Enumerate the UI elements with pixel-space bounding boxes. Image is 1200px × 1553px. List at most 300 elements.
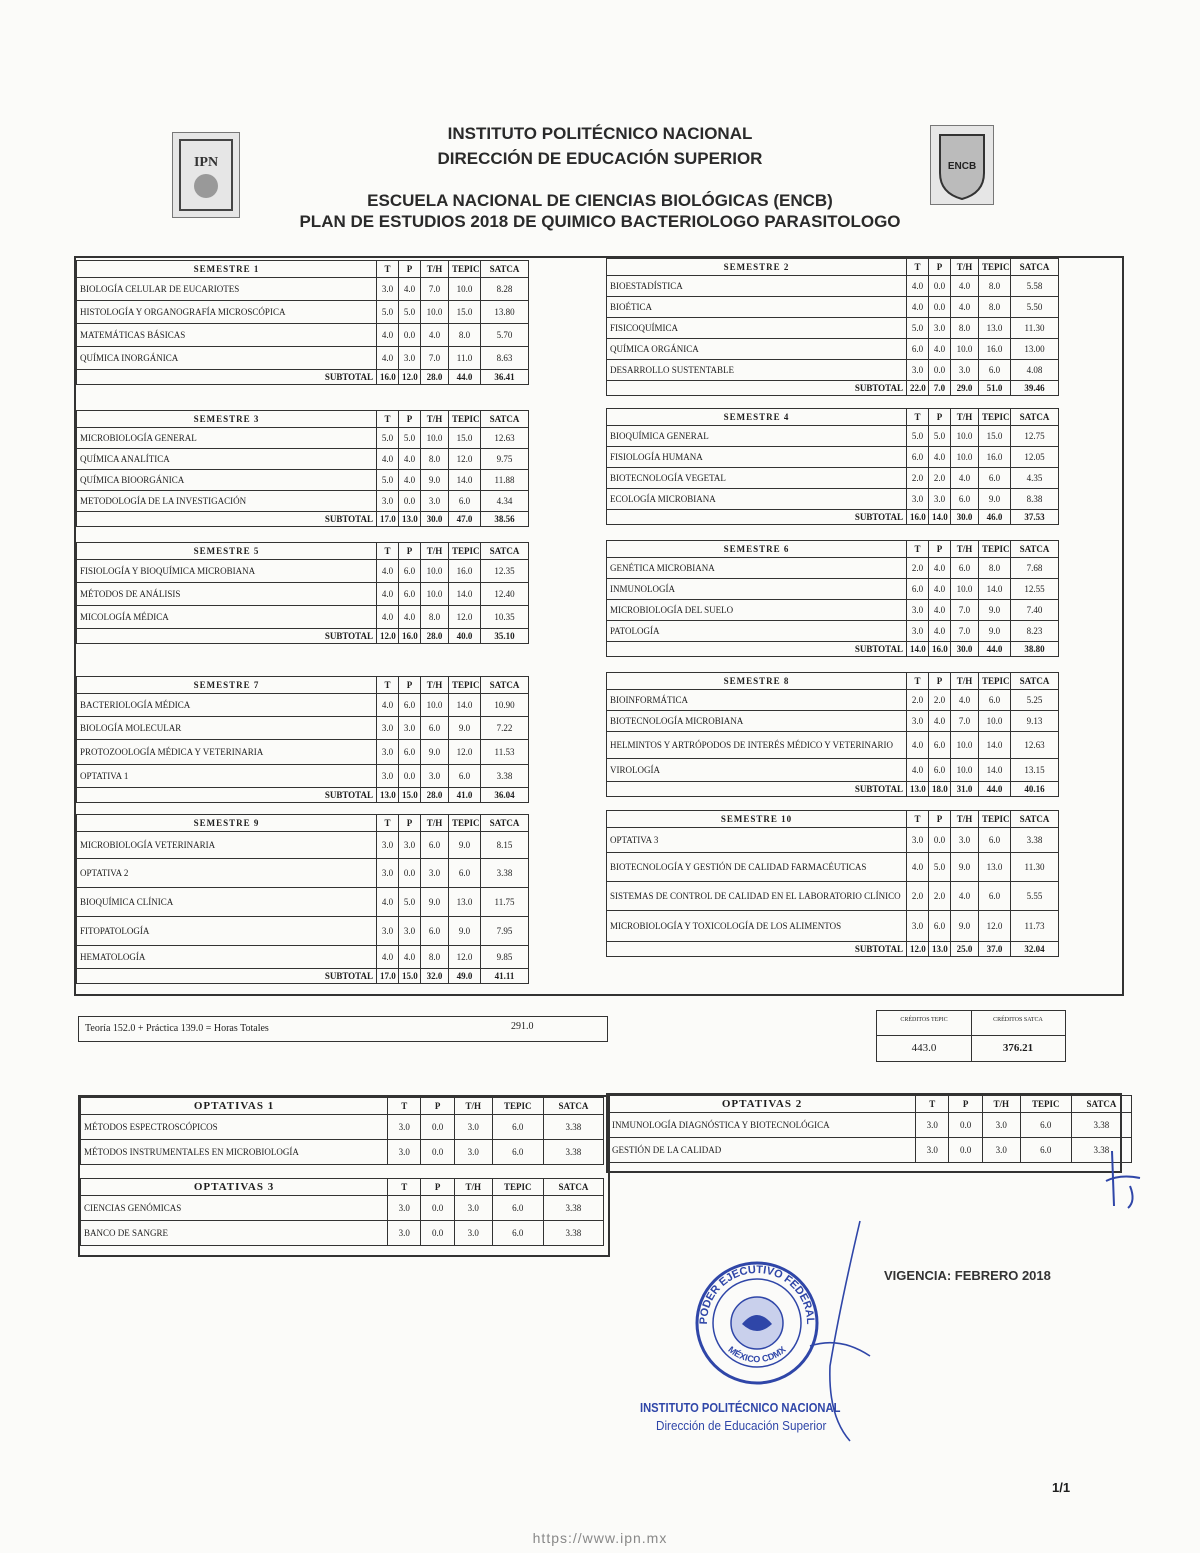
course-satca-value: 11.88 [481,470,529,491]
course-t-value: 4.0 [377,946,399,969]
column-header: P [929,259,951,276]
semester-title: SEMESTRE 7 [77,677,377,694]
course-satca-value: 4.08 [1011,360,1059,381]
column-header: P [421,1098,454,1115]
subtotal-label: SUBTOTAL [607,381,907,396]
course-name: MICOLOGÍA MÉDICA [77,606,377,629]
course-satca-value: 5.55 [1011,882,1059,911]
column-header: SATCA [481,815,529,832]
subtotal-value: 36.04 [481,788,529,803]
course-p-value: 4.0 [929,558,951,579]
course-row [607,360,1059,381]
column-header: T/H [454,1098,492,1115]
column-header: T/H [951,259,979,276]
subtotal-value: 30.0 [951,510,979,525]
course-t-value: 4.0 [907,732,929,759]
course-tepic-value: 6.0 [979,882,1011,911]
course-name: HELMINTOS Y ARTRÓPODOS DE INTERÉS MÉDICO Y VETERINARIO [607,732,907,759]
course-row [77,449,529,470]
course-p-value: 4.0 [399,278,421,301]
course-row [77,428,529,449]
course-tepic-value: 14.0 [449,470,481,491]
course-t-value: 4.0 [377,606,399,629]
course-row [77,765,529,788]
course-satca-value: 12.63 [481,428,529,449]
column-header: P [421,1179,454,1196]
semester-table [606,672,1059,797]
semester-title: SEMESTRE 9 [77,815,377,832]
course-tepic-value: 9.0 [979,621,1011,642]
column-header: TEPIC [449,677,481,694]
course-satca-value: 11.53 [481,740,529,765]
subtotal-value: 16.0 [399,629,421,644]
course-row [607,911,1059,942]
subtotal-value: 17.0 [377,969,399,984]
subtotal-value: 29.0 [951,381,979,396]
course-t-value: 4.0 [377,560,399,583]
course-row [77,946,529,969]
course-th-value: 4.0 [951,690,979,711]
course-row [607,489,1059,510]
course-satca-value: 3.38 [1071,1138,1131,1163]
course-satca-value: 5.58 [1011,276,1059,297]
course-p-value: 0.0 [949,1113,982,1138]
course-p-value: 4.0 [399,449,421,470]
course-p-value: 5.0 [399,888,421,917]
subtotal-row [77,788,529,803]
course-tepic-value: 12.0 [449,449,481,470]
course-name: BIOTECNOLOGÍA MICROBIANA [607,711,907,732]
subtotal-value: 40.16 [1011,782,1059,797]
subtotal-label: SUBTOTAL [607,642,907,657]
course-tepic-value: 12.0 [449,606,481,629]
column-header: TEPIC [979,409,1011,426]
subtotal-value: 16.0 [929,642,951,657]
semester-title: SEMESTRE 2 [607,259,907,276]
course-th-value: 3.0 [421,765,449,788]
course-p-value: 3.0 [399,717,421,740]
course-th-value: 8.0 [421,449,449,470]
column-header: SATCA [481,411,529,428]
hours-total-box [78,1016,608,1042]
subtotal-value: 12.0 [399,370,421,385]
course-tepic-value: 12.0 [449,946,481,969]
course-p-value: 0.0 [949,1138,982,1163]
course-satca-value: 8.38 [1011,489,1059,510]
subtotal-value: 13.0 [399,512,421,527]
semester-table [76,260,529,385]
course-p-value: 4.0 [399,946,421,969]
course-tepic-value: 12.0 [979,911,1011,942]
course-row [77,888,529,917]
course-satca-value: 3.38 [543,1196,603,1221]
column-header: SATCA [1011,259,1059,276]
course-p-value: 4.0 [929,621,951,642]
subtotal-value: 32.0 [421,969,449,984]
subtotal-value: 28.0 [421,629,449,644]
course-row [607,579,1059,600]
course-satca-value: 10.90 [481,694,529,717]
course-th-value: 3.0 [454,1140,492,1165]
course-name: HISTOLOGÍA Y ORGANOGRAFÍA MICROSCÓPICA [77,301,377,324]
column-header: T [916,1096,949,1113]
subtotal-value: 39.46 [1011,381,1059,396]
course-name: PROTOZOOLOGÍA MÉDICA Y VETERINARIA [77,740,377,765]
course-row [607,690,1059,711]
course-th-value: 4.0 [951,882,979,911]
course-p-value: 0.0 [421,1221,454,1246]
course-name: HEMATOLOGÍA [77,946,377,969]
course-name: BACTERIOLOGÍA MÉDICA [77,694,377,717]
course-row [81,1221,604,1246]
course-row [81,1140,604,1165]
satca-credits-value: 376.21 [1002,1042,1034,1054]
course-satca-value: 3.38 [543,1115,603,1140]
course-th-value: 9.0 [421,470,449,491]
course-t-value: 4.0 [377,324,399,347]
course-row [77,917,529,946]
course-th-value: 6.0 [421,832,449,859]
course-p-value: 6.0 [399,694,421,717]
course-row [77,347,529,370]
column-header: SATCA [481,261,529,278]
plan-title: PLAN DE ESTUDIOS 2018 DE QUIMICO BACTERIOLOGO PARASITOLOGO [299,212,901,231]
course-t-value: 3.0 [377,859,399,888]
course-th-value: 7.0 [951,711,979,732]
course-tepic-value: 9.0 [449,917,481,946]
course-row [607,276,1059,297]
column-header: P [949,1096,982,1113]
course-t-value: 5.0 [377,428,399,449]
column-header: SATCA [1011,409,1059,426]
course-name: SISTEMAS DE CONTROL DE CALIDAD EN EL LABORATORIO CLÍNICO [607,882,907,911]
course-row [81,1115,604,1140]
semester-table [76,676,529,803]
course-satca-value: 7.95 [481,917,529,946]
course-t-value: 6.0 [907,339,929,360]
course-satca-value: 3.38 [481,765,529,788]
semester-title: SEMESTRE 4 [607,409,907,426]
subtotal-value: 49.0 [449,969,481,984]
course-p-value: 6.0 [929,759,951,782]
subtotal-value: 31.0 [951,782,979,797]
course-p-value: 2.0 [929,882,951,911]
course-tepic-value: 16.0 [449,560,481,583]
course-tepic-value: 14.0 [979,759,1011,782]
column-header: P [399,677,421,694]
column-header: P [929,409,951,426]
hours-total-value: 291.0 [511,1021,534,1032]
course-name: FISIOLOGÍA Y BIOQUÍMICA MICROBIANA [77,560,377,583]
course-th-value: 10.0 [421,428,449,449]
course-th-value: 6.0 [951,558,979,579]
course-th-value: 10.0 [951,579,979,600]
column-header: T/H [951,541,979,558]
course-satca-value: 12.05 [1011,447,1059,468]
course-th-value: 10.0 [951,339,979,360]
semester-title: SEMESTRE 10 [607,811,907,828]
course-satca-value: 9.75 [481,449,529,470]
course-tepic-value: 6.0 [449,859,481,888]
course-row [77,491,529,512]
course-satca-value: 5.25 [1011,690,1059,711]
footer-url[interactable]: https://www.ipn.mx [532,1530,668,1546]
course-satca-value: 3.38 [481,859,529,888]
course-tepic-value: 15.0 [449,301,481,324]
subtotal-value: 36.41 [481,370,529,385]
course-p-value: 0.0 [929,828,951,853]
course-satca-value: 11.30 [1011,853,1059,882]
subtotal-value: 25.0 [951,942,979,957]
subtotal-value: 14.0 [929,510,951,525]
course-tepic-value: 15.0 [449,428,481,449]
course-row [77,859,529,888]
course-tepic-value: 6.0 [492,1140,543,1165]
course-p-value: 6.0 [929,911,951,942]
subtotal-label: SUBTOTAL [607,510,907,525]
column-header: TEPIC [449,815,481,832]
course-name: FISIOLOGÍA HUMANA [607,447,907,468]
course-th-value: 8.0 [421,606,449,629]
course-name: BANCO DE SANGRE [81,1221,388,1246]
course-t-value: 5.0 [377,470,399,491]
course-t-value: 4.0 [377,888,399,917]
semester-title: SEMESTRE 6 [607,541,907,558]
course-satca-value: 12.55 [1011,579,1059,600]
semester-table [606,540,1059,657]
course-p-value: 0.0 [399,859,421,888]
course-th-value: 6.0 [421,717,449,740]
course-th-value: 3.0 [421,491,449,512]
course-th-value: 10.0 [421,560,449,583]
course-satca-value: 5.70 [481,324,529,347]
course-tepic-value: 6.0 [1020,1138,1071,1163]
subtotal-value: 18.0 [929,782,951,797]
course-row [77,694,529,717]
course-satca-value: 4.35 [1011,468,1059,489]
subtotal-value: 38.56 [481,512,529,527]
course-satca-value: 12.75 [1011,426,1059,447]
encb-shield-icon [934,129,990,201]
vigencia: VIGENCIA: FEBRERO 2018 [884,1268,1051,1283]
course-p-value: 0.0 [399,765,421,788]
course-name: BIOLOGÍA CELULAR DE EUCARIOTES [77,278,377,301]
column-header: TEPIC [979,259,1011,276]
course-name: VIROLOGÍA [607,759,907,782]
course-p-value: 3.0 [399,832,421,859]
course-t-value: 3.0 [907,360,929,381]
course-t-value: 3.0 [907,621,929,642]
course-name: MATEMÁTICAS BÁSICAS [77,324,377,347]
course-t-value: 5.0 [907,426,929,447]
course-th-value: 3.0 [454,1221,492,1246]
course-name: BIOINFORMÁTICA [607,690,907,711]
course-t-value: 4.0 [377,583,399,606]
logo-left-text: IPN [193,155,219,170]
course-row [607,447,1059,468]
hours-total-label: Teoría 152.0 + Práctica 139.0 = Horas Totales [85,1023,269,1034]
course-satca-value: 12.40 [481,583,529,606]
course-row [81,1196,604,1221]
course-p-value: 4.0 [929,600,951,621]
column-header: P [399,261,421,278]
column-header: T [377,261,399,278]
subtotal-value: 15.0 [399,788,421,803]
course-th-value: 10.0 [951,732,979,759]
column-header: P [929,811,951,828]
course-name: ECOLOGÍA MICROBIANA [607,489,907,510]
tepic-credits-label: CRÉDITOS TEPIC [900,1017,948,1023]
subtotal-row [77,512,529,527]
subtotal-value: 15.0 [399,969,421,984]
direction-title: DIRECCIÓN DE EDUCACIÓN SUPERIOR [437,149,763,168]
course-tepic-value: 13.0 [449,888,481,917]
semester-title: SEMESTRE 3 [77,411,377,428]
course-tepic-value: 6.0 [1020,1113,1071,1138]
semester-table [606,258,1059,396]
subtotal-value: 41.0 [449,788,481,803]
column-header: SATCA [543,1179,603,1196]
optatives-title: OPTATIVAS 3 [81,1179,388,1196]
course-p-value: 5.0 [399,428,421,449]
course-satca-value: 9.13 [1011,711,1059,732]
column-header: TEPIC [979,673,1011,690]
course-row [607,558,1059,579]
course-th-value: 7.0 [951,600,979,621]
course-name: GENÉTICA MICROBIANA [607,558,907,579]
optatives-table [608,1095,1132,1163]
course-tepic-value: 9.0 [979,600,1011,621]
column-header: T/H [421,543,449,560]
course-tepic-value: 6.0 [449,491,481,512]
course-name: INMUNOLOGÍA [607,579,907,600]
subtotal-value: 16.0 [907,510,929,525]
course-satca-value: 11.73 [1011,911,1059,942]
course-t-value: 4.0 [907,853,929,882]
subtotal-label: SUBTOTAL [77,370,377,385]
column-header: T [907,811,929,828]
course-th-value: 6.0 [421,917,449,946]
course-satca-value: 3.38 [543,1221,603,1246]
course-th-value: 3.0 [982,1138,1020,1163]
page-number: 1/1 [1052,1480,1071,1495]
subtotal-value: 47.0 [449,512,481,527]
course-p-value: 2.0 [929,690,951,711]
course-tepic-value: 9.0 [979,489,1011,510]
course-t-value: 3.0 [907,828,929,853]
course-satca-value: 8.28 [481,278,529,301]
course-name: OPTATIVA 3 [607,828,907,853]
course-p-value: 6.0 [399,740,421,765]
course-name: METODOLOGÍA DE LA INVESTIGACIÓN [77,491,377,512]
course-t-value: 2.0 [907,690,929,711]
course-row [607,468,1059,489]
course-satca-value: 7.22 [481,717,529,740]
column-header: T [907,541,929,558]
course-t-value: 3.0 [377,278,399,301]
column-header: T [907,673,929,690]
subtotal-value: 44.0 [979,782,1011,797]
course-th-value: 10.0 [421,583,449,606]
course-t-value: 4.0 [377,449,399,470]
logo-right-text: ENCB [947,161,977,172]
column-header: T/H [951,673,979,690]
course-t-value: 3.0 [916,1113,949,1138]
tepic-credits-value: 443.0 [911,1042,937,1054]
course-th-value: 10.0 [951,426,979,447]
course-p-value: 3.0 [929,318,951,339]
course-t-value: 6.0 [907,447,929,468]
column-header: SATCA [481,543,529,560]
course-tepic-value: 6.0 [979,468,1011,489]
course-row [607,426,1059,447]
course-t-value: 3.0 [907,489,929,510]
course-row [609,1113,1132,1138]
column-header: SATCA [543,1098,603,1115]
subtotal-row [77,629,529,644]
column-header: T/H [951,811,979,828]
course-row [77,740,529,765]
optatives-table [80,1178,604,1246]
subtotal-value: 35.10 [481,629,529,644]
semester-title: SEMESTRE 1 [77,261,377,278]
semester-table [76,814,529,984]
signature-mark [1100,1146,1150,1221]
course-t-value: 6.0 [907,579,929,600]
column-header: T/H [421,815,449,832]
course-satca-value: 8.15 [481,832,529,859]
subtotal-value: 30.0 [421,512,449,527]
course-th-value: 6.0 [951,489,979,510]
column-header: SATCA [1011,673,1059,690]
subtotal-value: 28.0 [421,788,449,803]
credits-box [876,1010,1066,1062]
course-row [77,583,529,606]
optatives-title: OPTATIVAS 2 [609,1096,916,1113]
course-th-value: 4.0 [421,324,449,347]
course-name: QUÍMICA BIOORGÁNICA [77,470,377,491]
course-name: BIOQUÍMICA GENERAL [607,426,907,447]
subtotal-value: 32.04 [1011,942,1059,957]
course-name: FISICOQUÍMICA [607,318,907,339]
course-name: BIOÉTICA [607,297,907,318]
column-header: T/H [421,411,449,428]
course-name: MÉTODOS INSTRUMENTALES EN MICROBIOLOGÍA [81,1140,388,1165]
course-row [77,278,529,301]
subtotal-value: 12.0 [907,942,929,957]
course-name: MICROBIOLOGÍA Y TOXICOLOGÍA DE LOS ALIMENTOS [607,911,907,942]
course-tepic-value: 8.0 [979,297,1011,318]
course-th-value: 10.0 [421,694,449,717]
subtotal-value: 16.0 [377,370,399,385]
course-th-value: 3.0 [454,1115,492,1140]
course-p-value: 4.0 [929,447,951,468]
course-tepic-value: 8.0 [979,558,1011,579]
subtotal-value: 37.53 [1011,510,1059,525]
course-name: GESTIÓN DE LA CALIDAD [609,1138,916,1163]
course-tepic-value: 12.0 [449,740,481,765]
course-p-value: 4.0 [929,579,951,600]
subtotal-row [607,782,1059,797]
course-th-value: 8.0 [421,946,449,969]
course-satca-value: 3.38 [1011,828,1059,853]
stamp-line-1: INSTITUTO POLITÉCNICO NACIONAL [640,1400,841,1415]
seal-bottom-text: MÉXICO CDMX [726,1344,788,1365]
subtotal-label: SUBTOTAL [607,782,907,797]
course-row [77,606,529,629]
course-p-value: 0.0 [399,491,421,512]
subtotal-row [77,969,529,984]
